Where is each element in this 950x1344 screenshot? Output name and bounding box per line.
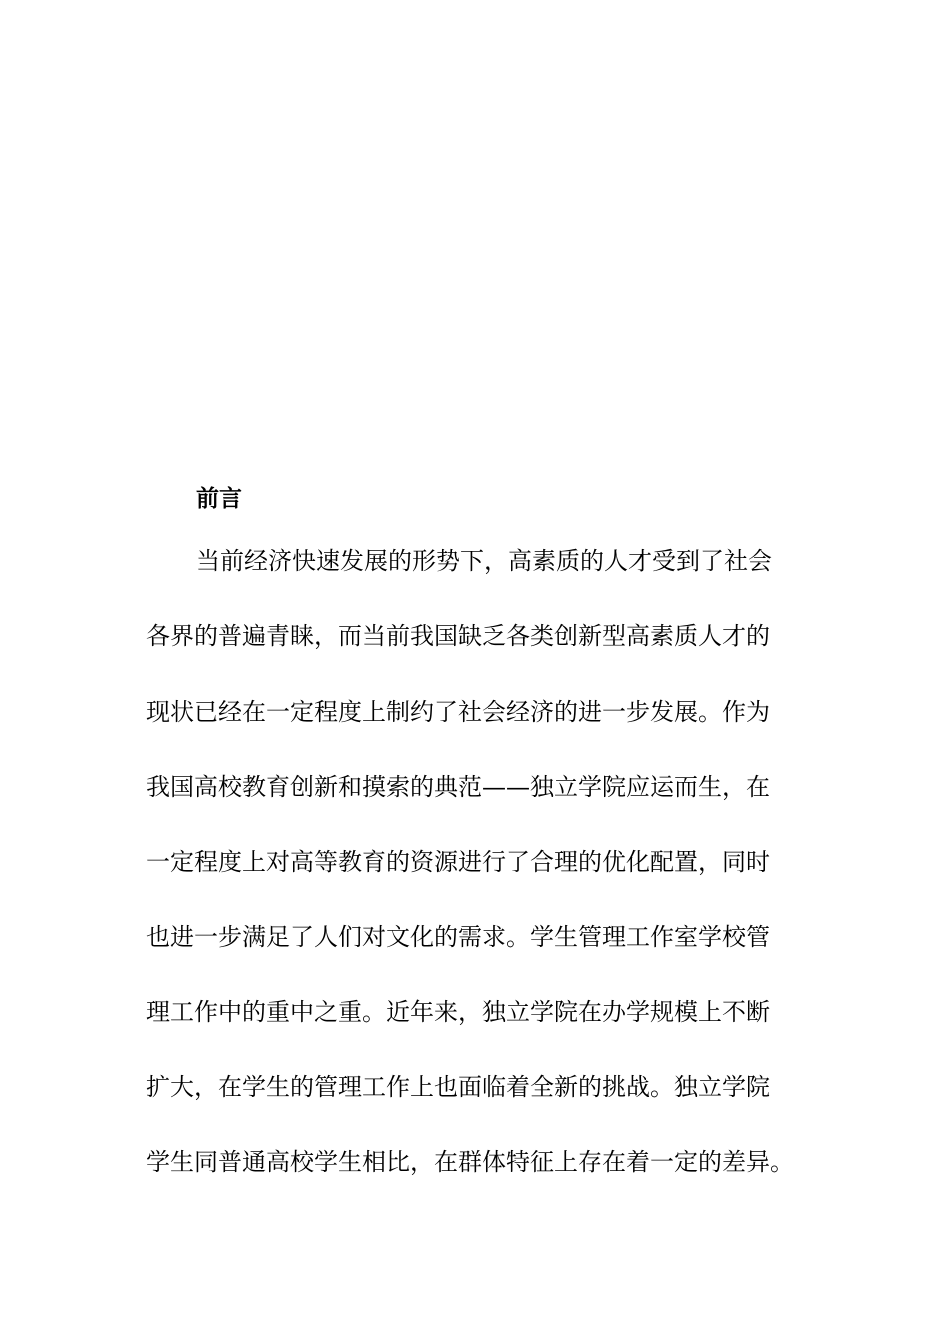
section-heading: 前言 <box>196 485 242 512</box>
paragraph-line-3: 现状已经在一定程度上制约了社会经济的进一步发展。作为 <box>146 698 770 726</box>
paragraph-line-7: 理工作中的重中之重。近年来，独立学院在办学规模上不断 <box>146 998 770 1026</box>
paragraph-line-1: 当前经济快速发展的形势下，高素质的人才受到了社会 <box>196 547 772 575</box>
paragraph-line-8: 扩大，在学生的管理工作上也面临着全新的挑战。独立学院 <box>146 1073 770 1101</box>
paragraph-line-4: 我国高校教育创新和摸索的典范——独立学院应运而生，在 <box>146 773 770 801</box>
paragraph-line-5: 一定程度上对高等教育的资源进行了合理的优化配置，同时 <box>146 848 770 876</box>
paragraph-line-9: 学生同普通高校学生相比，在群体特征上存在着一定的差异。 <box>146 1148 794 1176</box>
paragraph-line-2: 各界的普遍青睐，而当前我国缺乏各类创新型高素质人才的 <box>146 622 770 650</box>
paragraph-line-6: 也进一步满足了人们对文化的需求。学生管理工作室学校管 <box>146 923 770 951</box>
